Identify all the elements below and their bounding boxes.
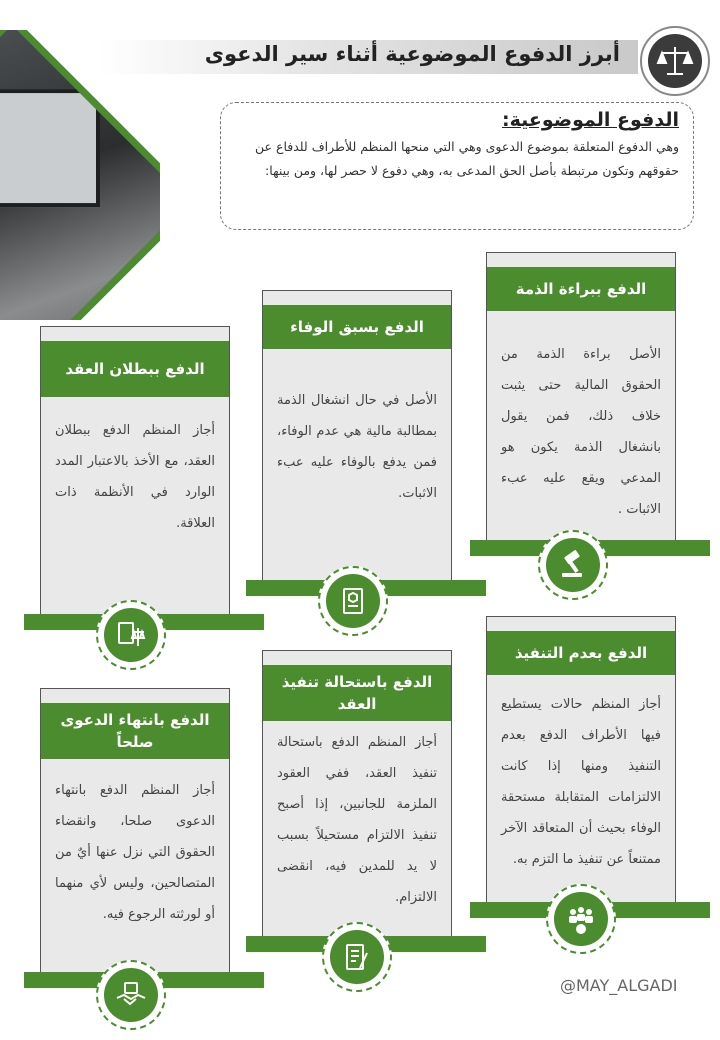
title-badge — [640, 26, 710, 96]
card-body: الأصل براءة الذمة من الحقوق المالية حتى يثبت خلاف ذلك، فمن يقول بانشغال الذمة يكون هو المدعي ويقع عليه عبء الاثبات . — [501, 347, 661, 517]
intro-heading: الدفوع الموضوعية: — [502, 109, 679, 131]
team-gear-icon — [564, 902, 598, 936]
card-contract-nullity — [40, 326, 230, 626]
card-body: الأصل في حال انشغال الذمة بمطالبة مالية هي عدم الوفاء، فمن يدفع بالوفاء عليه عبء الاثبات. — [277, 393, 437, 501]
card-icon-holder — [318, 566, 388, 636]
contract-icon — [336, 584, 370, 618]
card-non-performance — [486, 616, 676, 908]
card-body: أجاز المنظم الدفع بانتهاء الدعوى صلحا، وانقضاء الحقوق التي نزل عنها أيٌ من المتصالحين، وليس لأي منهما أو لورثته الرجوع فيه. — [55, 783, 215, 922]
card-title: الدفع ببراءة الذمة — [487, 267, 675, 311]
card-title: الدفع بعدم التنفيذ — [487, 631, 675, 675]
laptop-image — [0, 89, 100, 207]
card-title: الدفع باستحالة تنفيذ العقد — [263, 665, 451, 721]
card-icon-holder — [546, 884, 616, 954]
card-clearance — [486, 252, 676, 548]
author-handle: @MAY_ALGADI — [560, 976, 678, 995]
card-title: الدفع بانتهاء الدعوى صلحاً — [41, 703, 229, 759]
card-title: الدفع بسبق الوفاء — [263, 305, 451, 349]
handshake-icon — [114, 978, 148, 1012]
card-body: أجاز المنظم الدفع ببطلان العقد، مع الأخذ بالاعتبار المدد الوارد في الأنظمة ذات العلاقة. — [55, 423, 215, 531]
card-title: الدفع ببطلان العقد — [41, 341, 229, 397]
card-body: أجاز المنظم الدفع باستحالة تنفيذ العقد، ففي العقود الملزمة للجانبين، إذا أصبح تنفيذ الالتزام مستحيلاً بسبب لا يد للمدين فيه، انقضى الالتزام. — [277, 735, 437, 905]
card-icon-holder — [96, 600, 166, 670]
card-icon-holder — [538, 530, 608, 600]
intro-box — [220, 102, 694, 230]
card-icon-holder — [322, 922, 392, 992]
gavel-icon — [556, 548, 590, 582]
document-pen-icon — [340, 940, 374, 974]
card-settlement — [40, 688, 230, 982]
card-impossibility — [262, 650, 452, 944]
justice-scale-icon — [648, 34, 702, 88]
card-prior-payment — [262, 290, 452, 586]
card-icon-holder — [96, 960, 166, 1030]
law-scale-icon — [114, 618, 148, 652]
page-title: أبرز الدفوع الموضوعية أثناء سير الدعوى — [204, 42, 620, 66]
card-body: أجاز المنظم حالات يستطيع فيها الأطراف الدفع بعدم التنفيذ ومنها إذا كانت الالتزامات المتقابلة مستحقة الوفاء بحيث أن المتعاقد الآخر ممتنعاً عن تنفيذ ما التزم به. — [501, 697, 661, 867]
intro-body: وهي الدفوع المتعلقة بموضوع الدعوى وهي التي منحها المنظم للأطراف للدفاع عن حقوقهم وتكون مرتبطة بأصل الحق المدعى به، وهي دفوع لا حصر لها، ومن بينها: — [255, 139, 679, 178]
